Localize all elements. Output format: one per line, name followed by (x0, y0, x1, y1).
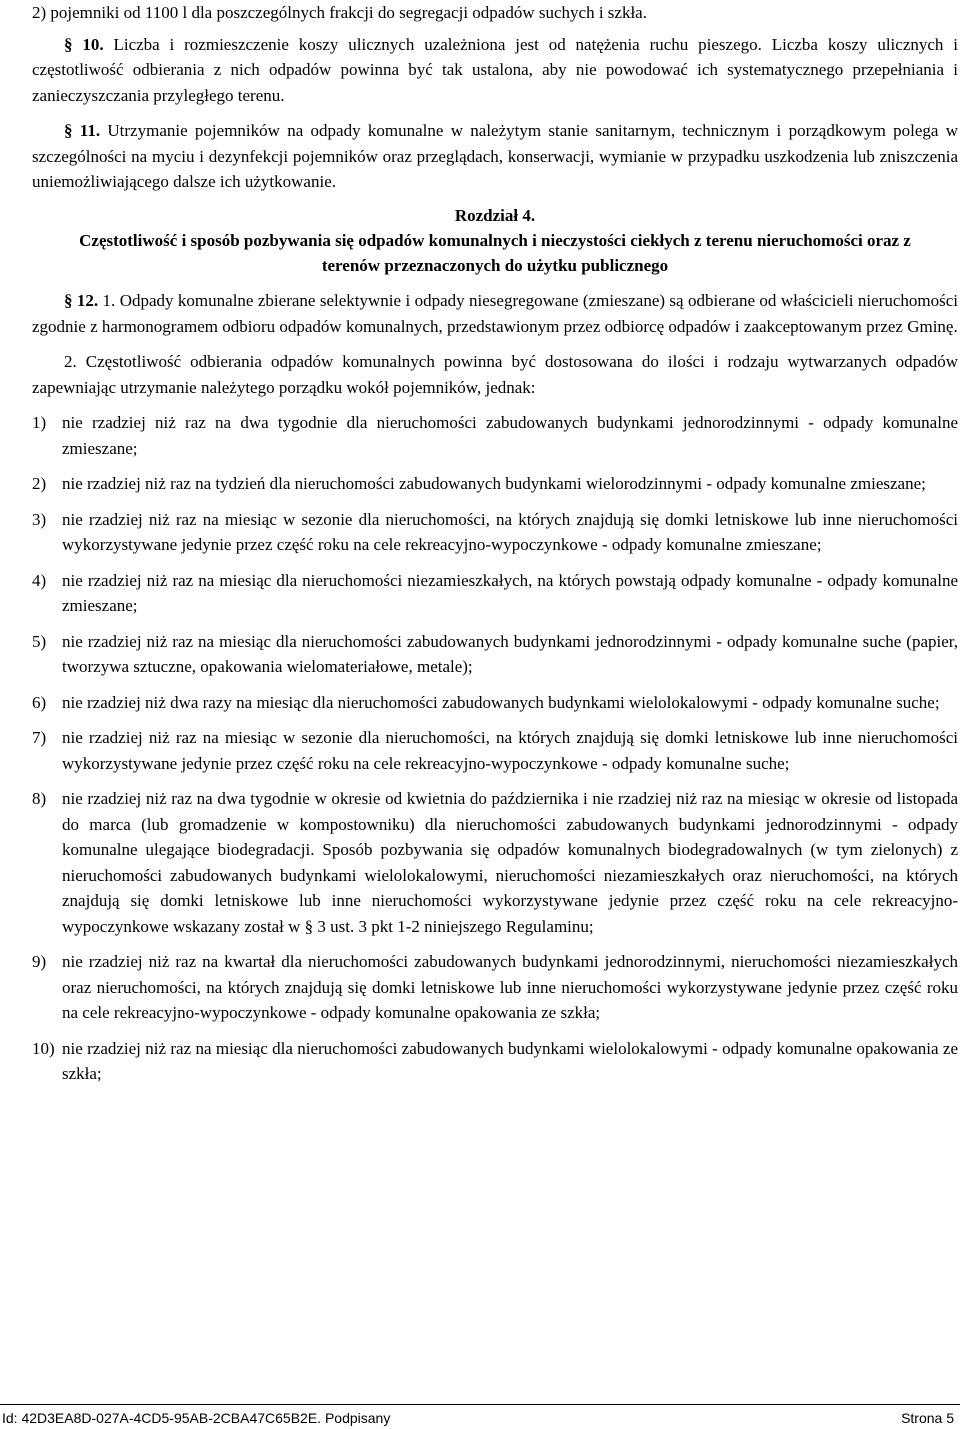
paragraph-11 (32, 118, 958, 195)
list-item (32, 629, 958, 680)
paragraph-number: 10. (82, 34, 104, 54)
list-item (32, 410, 958, 461)
item-number: 10) (32, 1038, 55, 1058)
paragraph-text: 1. Odpady komunalne zbierane selektywnie i odpady niesegregowane (zmieszane) są odbierane od właścicieli nieruchomości zgodnie z harmonogramem odbioru odpadów komunalnych, przedstawionym przez odbiorcę odpadów i zaakceptowanym przez Gminę. (32, 291, 958, 336)
paragraph-12 (32, 288, 958, 339)
chapter-title: Częstotliwość i sposób pozbywania się odpadów komunalnych i nieczystości ciekłych z terenu nieruchomości oraz z terenów przeznaczonych do użytku publicznego (79, 231, 911, 275)
item-text: nie rzadziej niż raz na miesiąc w sezonie dla nieruchomości, na których znajdują się domki letniskowe lub inne nieruchomości wykorzystywane jedynie przez część roku na cele rekreacyjno-wypoczynkowe - odpady komunalne suche; (62, 728, 958, 773)
section-sign: § (64, 291, 73, 310)
item-number: 4) (32, 570, 47, 590)
item-text: nie rzadziej niż raz na kwartał dla nieruchomości zabudowanych budynkami jednorodzinnymi, nieruchomości niezamieszkałych oraz nieruchomości, na których znajdują się domki letniskowe lub inne nieruchomości wykorzystywane jedynie przez część roku na cele rekreacyjno-wypoczynkowe - odpady komunalne opakowania ze szkła; (62, 952, 958, 1022)
list-item-continuation: 2) pojemniki od 1100 l dla poszczególnych frakcji do segregacji odpadów suchych i szkła. (32, 3, 647, 22)
item-text: nie rzadziej niż dwa razy na miesiąc dla nieruchomości zabudowanych budynkami wielolokalowymi - odpady komunalne suche; (62, 692, 940, 712)
item-text: nie rzadziej niż raz na miesiąc dla nieruchomości zabudowanych budynkami jednorodzinnymi - odpady komunalne suche (papier, tworzywa sztuczne, opakowania wielomateriałowe, metale); (62, 631, 958, 676)
chapter-label: Rozdział 4. (454, 205, 536, 225)
item-number: 8) (32, 789, 47, 808)
document-body (32, 0, 958, 1087)
item-number: 6) (32, 692, 47, 712)
list-item (32, 786, 958, 939)
item-text: nie rzadziej niż raz na miesiąc dla nieruchomości zabudowanych budynkami wielolokalowymi - odpady komunalne opakowania ze szkła; (62, 1038, 958, 1083)
list-item (32, 1036, 958, 1087)
paragraph-12-2: 2. Częstotliwość odbierania odpadów komunalnych powinna być dostosowana do ilości i rodzaju wytwarzanych odpadów zapewniając utrzymanie należytego porządku wokół pojemników, jednak: (32, 352, 958, 397)
list-item (32, 725, 958, 776)
item-number: 9) (32, 952, 47, 971)
frequency-list (32, 410, 958, 1087)
item-text: nie rzadziej niż raz na dwa tygodnie w okresie od kwietnia do października i nie rzadziej niż raz na miesiąc w okresie od listopada do marca (lub gromadzenie w kompostowniku) dla nieruchomości zabudowanych budynkami jednorodzinnymi - odpady komunalne ulegające biodegradacji. Sposób pozbywania się odpadów komunalnych biodegradowalnych (w tym zielonych) z nieruchomości zabudowanych budynkami wielolokalowymi, nieruchomości niezamieszkałych oraz nieruchomości, na których znajdują się domki letniskowe lub inne nieruchomości wykorzystywane jedynie przez część roku na cele rekreacyjno-wypoczynkowe wskazany został w § 3 ust. 3 pkt 1-2 niniejszego Regulaminu; (62, 789, 958, 936)
page-number: Strona 5 (901, 1410, 954, 1426)
item-text: nie rzadziej niż raz na dwa tygodnie dla nieruchomości zabudowanych budynkami jednorodzinnymi - odpady komunalne zmieszane; (62, 413, 958, 458)
item-number: 1) (32, 413, 47, 432)
document-id: Id: 42D3EA8D-027A-4CD5-95AB-2CBA47C65B2E. Podpisany (2, 1410, 391, 1426)
item-number: 5) (32, 631, 47, 651)
paragraph-text: Liczba i rozmieszczenie koszy ulicznych uzależniona jest od natężenia ruchu pieszego. Liczba koszy ulicznych i częstotliwość odbierania z nich odpadów powinna być tak ustalona, aby nie powodować ich systematycznego przepełniania i zanieczyszczania przyległego terenu. (32, 34, 958, 105)
paragraph-text: Utrzymanie pojemników na odpady komunalne w należytym stanie sanitarnym, technicznym i porządkowym polega w szczególności na myciu i dezynfekcji pojemników oraz przeglądach, konserwacji, wymianie w przypadku uszkodzenia lub zniszczenia uniemożliwiającego dalsze ich użytkowanie. (32, 121, 958, 191)
paragraph-number: 11. (79, 121, 101, 140)
paragraph-number: 12. (76, 291, 99, 310)
section-sign: § (64, 121, 73, 140)
item-text: nie rzadziej niż raz na tydzień dla nieruchomości zabudowanych budynkami wielorodzinnymi - odpady komunalne zmieszane; (62, 474, 926, 493)
item-number: 2) (32, 474, 47, 493)
section-sign: § (64, 34, 73, 54)
list-item (32, 507, 958, 558)
page-footer (0, 1404, 960, 1429)
list-item (32, 471, 958, 497)
item-number: 3) (32, 509, 47, 529)
item-text: nie rzadziej niż raz na miesiąc dla nieruchomości niezamieszkałych, na których powstają odpady komunalne - odpady komunalne zmieszane; (62, 570, 958, 615)
list-item (32, 690, 958, 716)
item-text: nie rzadziej niż raz na miesiąc w sezonie dla nieruchomości, na których znajdują się domki letniskowe lub inne nieruchomości wykorzystywane jedynie przez część roku na cele rekreacyjno-wypoczynkowe - odpady komunalne zmieszane; (62, 509, 958, 554)
paragraph-10 (32, 32, 958, 109)
list-item (32, 949, 958, 1026)
item-number: 7) (32, 728, 47, 747)
list-item (32, 568, 958, 619)
